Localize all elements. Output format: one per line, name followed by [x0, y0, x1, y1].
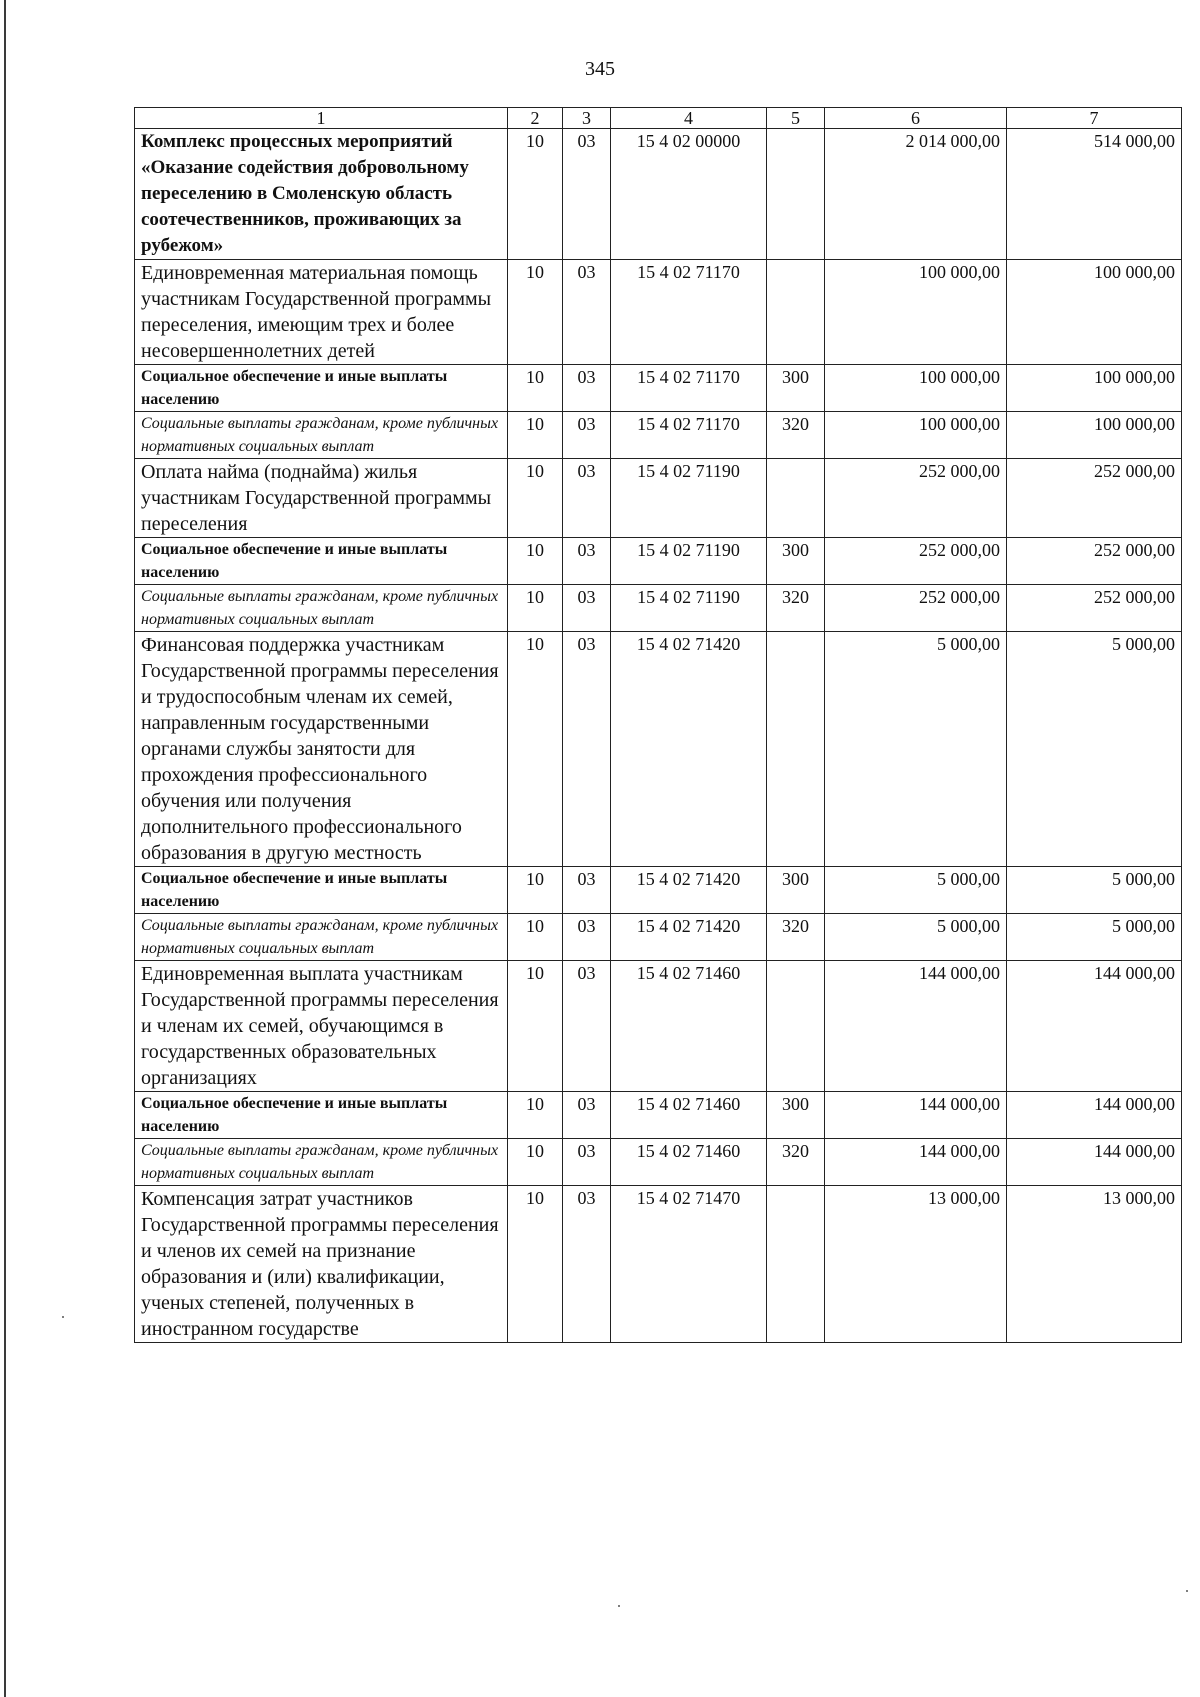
row-expense-type: 320 [767, 1139, 825, 1186]
table-row [135, 1139, 1182, 1186]
row-amount-year-2: 100 000,00 [1007, 260, 1182, 365]
row-amount-year-1: 252 000,00 [825, 459, 1007, 538]
row-expense-type: 320 [767, 412, 825, 459]
row-expense-type [767, 260, 825, 365]
row-amount-year-1: 144 000,00 [825, 961, 1007, 1092]
row-amount-year-2: 5 000,00 [1007, 914, 1182, 961]
row-target-article: 15 4 02 71190 [611, 538, 767, 585]
table-row [135, 459, 1182, 538]
row-target-article: 15 4 02 71190 [611, 585, 767, 632]
row-section: 10 [508, 961, 563, 1092]
row-expense-type: 300 [767, 538, 825, 585]
row-target-article: 15 4 02 71170 [611, 412, 767, 459]
row-amount-year-2: 144 000,00 [1007, 961, 1182, 1092]
table-row [135, 412, 1182, 459]
row-amount-year-2: 252 000,00 [1007, 538, 1182, 585]
row-section: 10 [508, 632, 563, 867]
row-target-article: 15 4 02 71460 [611, 1092, 767, 1139]
header-cell: 3 [563, 108, 611, 129]
row-name: Социальные выплаты гражданам, кроме публичных нормативных социальных выплат [135, 1139, 508, 1186]
row-amount-year-2: 514 000,00 [1007, 129, 1182, 260]
row-subsection: 03 [563, 129, 611, 260]
row-name: Социальные выплаты гражданам, кроме публичных нормативных социальных выплат [135, 585, 508, 632]
row-section: 10 [508, 129, 563, 260]
row-subsection: 03 [563, 961, 611, 1092]
header-cell: 4 [611, 108, 767, 129]
row-name: Социальные выплаты гражданам, кроме публичных нормативных социальных выплат [135, 412, 508, 459]
row-section: 10 [508, 914, 563, 961]
scan-speck [1186, 1590, 1188, 1592]
row-section: 10 [508, 538, 563, 585]
header-cell: 5 [767, 108, 825, 129]
header-cell: 1 [135, 108, 508, 129]
row-name: Единовременная выплата участникам Государственной программы переселения и членам их семей, обучающимся в государственных образовательных организациях [135, 961, 508, 1092]
row-name: Социальные выплаты гражданам, кроме публичных нормативных социальных выплат [135, 914, 508, 961]
table-row [135, 867, 1182, 914]
row-section: 10 [508, 585, 563, 632]
row-amount-year-1: 100 000,00 [825, 365, 1007, 412]
row-section: 10 [508, 1092, 563, 1139]
row-expense-type: 300 [767, 867, 825, 914]
row-target-article: 15 4 02 71460 [611, 1139, 767, 1186]
table-row [135, 129, 1182, 260]
table-row [135, 1092, 1182, 1139]
row-target-article: 15 4 02 71420 [611, 914, 767, 961]
row-section: 10 [508, 459, 563, 538]
row-target-article: 15 4 02 71190 [611, 459, 767, 538]
table-body [135, 108, 1182, 1343]
page-number: 345 [585, 58, 615, 80]
row-expense-type: 300 [767, 365, 825, 412]
row-target-article: 15 4 02 71170 [611, 365, 767, 412]
row-amount-year-2: 144 000,00 [1007, 1139, 1182, 1186]
table-row [135, 260, 1182, 365]
row-name: Компенсация затрат участников Государственной программы переселения и членов их семей на признание образования и (или) квалификации, ученых степеней, полученных в иностранном государстве [135, 1186, 508, 1343]
scan-edge-line [4, 0, 6, 1697]
row-subsection: 03 [563, 914, 611, 961]
row-subsection: 03 [563, 1186, 611, 1343]
row-target-article: 15 4 02 71470 [611, 1186, 767, 1343]
row-expense-type [767, 961, 825, 1092]
row-amount-year-1: 5 000,00 [825, 867, 1007, 914]
row-name: Оплата найма (поднайма) жилья участникам Государственной программы переселения [135, 459, 508, 538]
row-amount-year-1: 5 000,00 [825, 632, 1007, 867]
row-target-article: 15 4 02 71170 [611, 260, 767, 365]
row-expense-type: 320 [767, 914, 825, 961]
row-amount-year-1: 144 000,00 [825, 1139, 1007, 1186]
table-row [135, 585, 1182, 632]
row-subsection: 03 [563, 1139, 611, 1186]
row-amount-year-1: 252 000,00 [825, 585, 1007, 632]
row-subsection: 03 [563, 459, 611, 538]
row-section: 10 [508, 365, 563, 412]
table-row [135, 365, 1182, 412]
row-amount-year-2: 13 000,00 [1007, 1186, 1182, 1343]
table-row [135, 632, 1182, 867]
scan-speck [62, 1316, 64, 1318]
row-name: Единовременная материальная помощь участникам Государственной программы переселения, имеющим трех и более несовершеннолетних детей [135, 260, 508, 365]
row-section: 10 [508, 867, 563, 914]
row-subsection: 03 [563, 867, 611, 914]
table-row [135, 914, 1182, 961]
table-row [135, 538, 1182, 585]
row-subsection: 03 [563, 585, 611, 632]
row-expense-type [767, 1186, 825, 1343]
row-amount-year-2: 5 000,00 [1007, 632, 1182, 867]
row-amount-year-1: 100 000,00 [825, 412, 1007, 459]
header-cell: 2 [508, 108, 563, 129]
row-expense-type [767, 129, 825, 260]
budget-table [134, 107, 1182, 1343]
header-cell: 7 [1007, 108, 1182, 129]
row-amount-year-1: 5 000,00 [825, 914, 1007, 961]
header-cell: 6 [825, 108, 1007, 129]
row-amount-year-2: 100 000,00 [1007, 412, 1182, 459]
row-section: 10 [508, 1186, 563, 1343]
scan-speck [618, 1605, 620, 1607]
row-subsection: 03 [563, 412, 611, 459]
row-section: 10 [508, 412, 563, 459]
table-row [135, 1186, 1182, 1343]
row-amount-year-1: 13 000,00 [825, 1186, 1007, 1343]
row-target-article: 15 4 02 71420 [611, 867, 767, 914]
row-amount-year-1: 144 000,00 [825, 1092, 1007, 1139]
row-target-article: 15 4 02 71420 [611, 632, 767, 867]
row-name: Социальное обеспечение и иные выплаты населению [135, 1092, 508, 1139]
row-subsection: 03 [563, 365, 611, 412]
row-amount-year-2: 144 000,00 [1007, 1092, 1182, 1139]
row-expense-type: 300 [767, 1092, 825, 1139]
row-name: Социальное обеспечение и иные выплаты населению [135, 867, 508, 914]
row-amount-year-2: 252 000,00 [1007, 459, 1182, 538]
row-subsection: 03 [563, 632, 611, 867]
row-expense-type: 320 [767, 585, 825, 632]
row-target-article: 15 4 02 00000 [611, 129, 767, 260]
row-name: Комплекс процессных мероприятий «Оказание содействия добровольному переселению в Смоленскую область соотечественников, проживающих за рубежом» [135, 129, 508, 260]
row-amount-year-1: 252 000,00 [825, 538, 1007, 585]
table-header-row [135, 108, 1182, 129]
row-amount-year-2: 252 000,00 [1007, 585, 1182, 632]
row-amount-year-2: 100 000,00 [1007, 365, 1182, 412]
row-expense-type [767, 632, 825, 867]
row-subsection: 03 [563, 1092, 611, 1139]
row-subsection: 03 [563, 260, 611, 365]
row-amount-year-1: 100 000,00 [825, 260, 1007, 365]
row-amount-year-2: 5 000,00 [1007, 867, 1182, 914]
row-subsection: 03 [563, 538, 611, 585]
table-row [135, 961, 1182, 1092]
row-target-article: 15 4 02 71460 [611, 961, 767, 1092]
row-name: Социальное обеспечение и иные выплаты населению [135, 538, 508, 585]
row-amount-year-1: 2 014 000,00 [825, 129, 1007, 260]
row-name: Финансовая поддержка участникам Государственной программы переселения и трудоспособным членам их семей, направленным государственными органами службы занятости для прохождения профессионального обучения или получения дополнительного профессионального образования в другую местность [135, 632, 508, 867]
row-section: 10 [508, 260, 563, 365]
row-name: Социальное обеспечение и иные выплаты населению [135, 365, 508, 412]
row-expense-type [767, 459, 825, 538]
row-section: 10 [508, 1139, 563, 1186]
